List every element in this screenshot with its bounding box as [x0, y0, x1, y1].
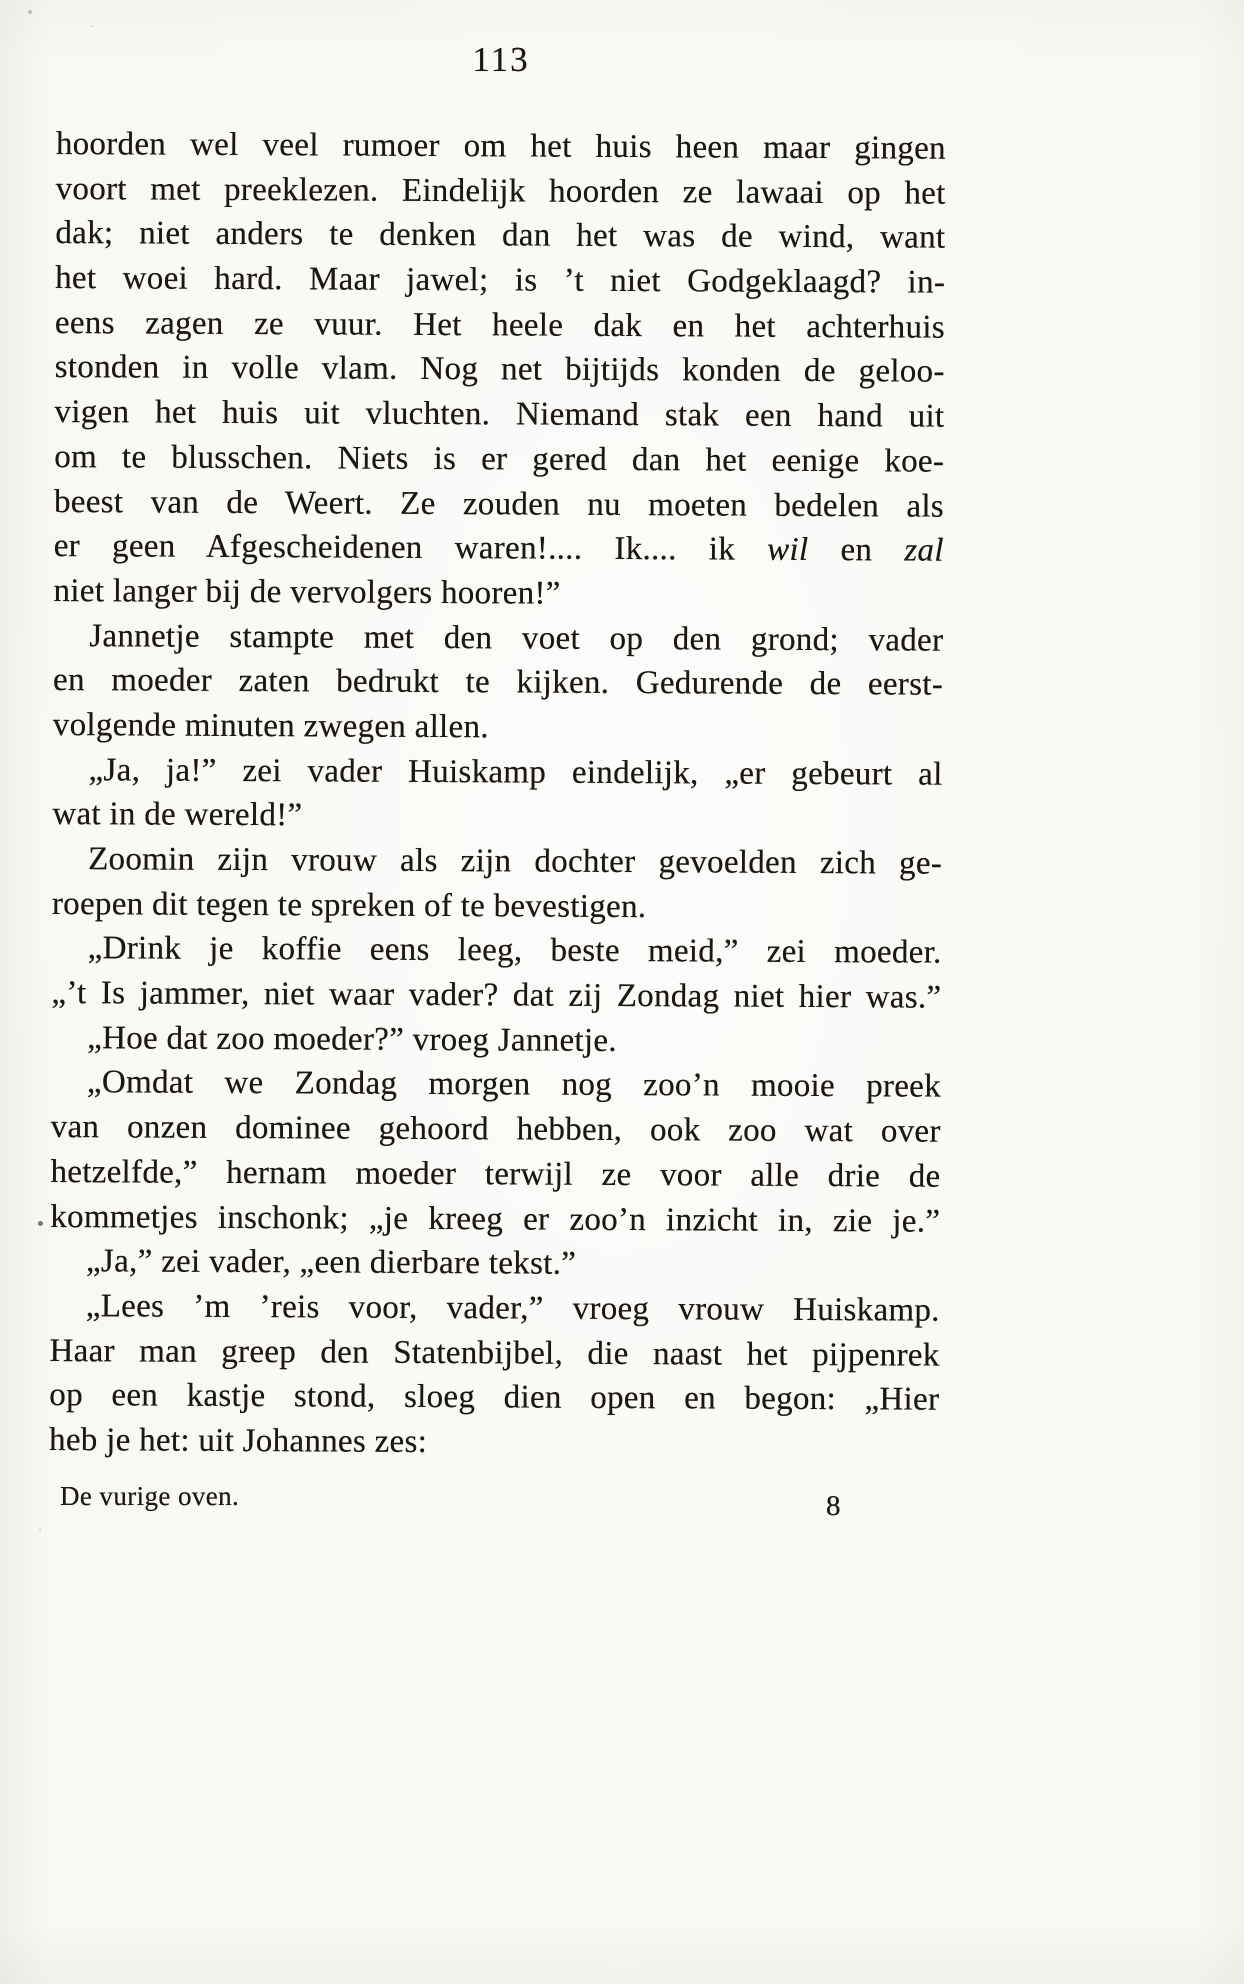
text-segment: „Omdat we Zondag morgen nog zoo’n mooie preek [86, 1064, 942, 1106]
text-segment: op een kastje stond, sloeg dien open en begon: „Hier [49, 1377, 940, 1418]
text-segment: „’t Is jammer, niet waar vader? dat zij Zondag niet hier was.” [51, 975, 942, 1016]
text-line [52, 926, 942, 975]
text-line [53, 703, 943, 752]
text-line [50, 1150, 940, 1199]
text-segment: vigen het huis uit vluchten. Niemand stak een hand uit [54, 394, 945, 435]
text-segment: het woei hard. Maar jawel; is ’t niet Godgeklaagd? in- [55, 260, 946, 301]
text-line [51, 1105, 941, 1154]
page-number: 113 [472, 40, 530, 79]
text-line [53, 658, 943, 707]
text-segment: er geen Afgescheidenen waren!.... Ik.... ik [53, 528, 768, 568]
text-line [49, 1418, 939, 1467]
text-segment: eens zagen ze vuur. Het heele dak en het achterhuis [54, 304, 946, 346]
text-segment: kommetjes inschonk; „je kreeg er zoo’n inzicht in, zie je.” [50, 1198, 941, 1240]
text-segment: volgende minuten zwegen allen. [52, 706, 489, 746]
text-line [52, 837, 942, 886]
text-line [54, 524, 944, 573]
text-line [55, 301, 945, 350]
italic-text: zal [904, 532, 944, 569]
text-segment: om te blusschen. Niets is er gered dan het eenige koe- [54, 438, 945, 480]
text-line [54, 390, 944, 439]
text-line [50, 1194, 940, 1243]
italic-text: wil [767, 531, 809, 569]
text-segment: voort met preeklezen. Eindelijk hoorden ze lawaai op het [55, 170, 946, 212]
text-segment: hoorden wel veel rumoer om het huis heen maar gingen [55, 125, 946, 167]
text-segment: van onzen dominee gehoord hebben, ook zoo wat over [50, 1109, 941, 1150]
footer-signature-number: 8 [826, 1490, 841, 1522]
text-line [55, 256, 945, 305]
text-line [50, 1239, 940, 1288]
text-line [53, 614, 943, 663]
text-line [49, 1373, 939, 1422]
text-segment: stonden in volle vlam. Nog net bijtijds konden de geloo- [54, 349, 945, 391]
text-line [51, 971, 941, 1020]
text-line [54, 479, 944, 528]
text-segment: „Ja, ja!” zei vader Huiskamp eindelijk, „er gebeurt al [88, 751, 943, 793]
text-line [52, 882, 942, 931]
scan-dust-speckles [28, 10, 32, 14]
text-segment: wat in de wereld!” [52, 796, 303, 834]
body-text-block [49, 122, 946, 1467]
text-line [53, 569, 943, 618]
text-segment: Haar man greep den Statenbijbel, die naast het pijpenrek [49, 1332, 940, 1374]
text-line [50, 1284, 940, 1333]
text-line [52, 792, 942, 841]
text-segment: Zoomin zijn vrouw als zijn dochter gevoelden zich ge- [88, 841, 943, 882]
text-segment: Jannetje stampte met den voet op den grond; vader [89, 617, 944, 659]
text-segment: „Ja,” zei vader, „een dierbare tekst.” [85, 1243, 577, 1282]
text-segment: „Drink je koffie eens leeg, beste meid,” zei moeder. [87, 930, 942, 972]
text-segment: beest van de Weert. Ze zouden nu moeten bedelen als [53, 483, 945, 525]
ink-speck [38, 1221, 43, 1226]
text-line [51, 1060, 941, 1109]
text-line [52, 748, 942, 797]
text-segment: en [808, 532, 905, 569]
text-line [56, 167, 946, 216]
text-line [56, 122, 946, 171]
text-segment: en moeder zaten bedrukt te kijken. Gedurende de eerst- [52, 662, 944, 703]
text-segment: „Lees ’m ’reis voor, vader,” vroeg vrouw Huiskamp. [85, 1288, 940, 1329]
text-segment: niet langer bij de vervolgers hooren!” [53, 572, 561, 612]
text-line [49, 1329, 939, 1378]
text-line [51, 1016, 941, 1065]
text-segment: dak; niet anders te denken dan het was de wind, want [55, 215, 946, 257]
text-segment: hetzelfde,” hernam moeder terwijl ze voor alle drie de [50, 1153, 941, 1195]
text-line [55, 211, 945, 260]
text-segment: heb je het: uit Johannes zes: [49, 1421, 428, 1460]
text-line [55, 345, 945, 394]
text-segment: „Hoe dat zoo moeder?” vroeg Jannetje. [87, 1019, 617, 1059]
footer-book-title: De vurige oven. [60, 1481, 240, 1511]
text-line [54, 435, 944, 484]
text-segment: roepen dit tegen te spreken of te bevestigen. [51, 885, 647, 925]
